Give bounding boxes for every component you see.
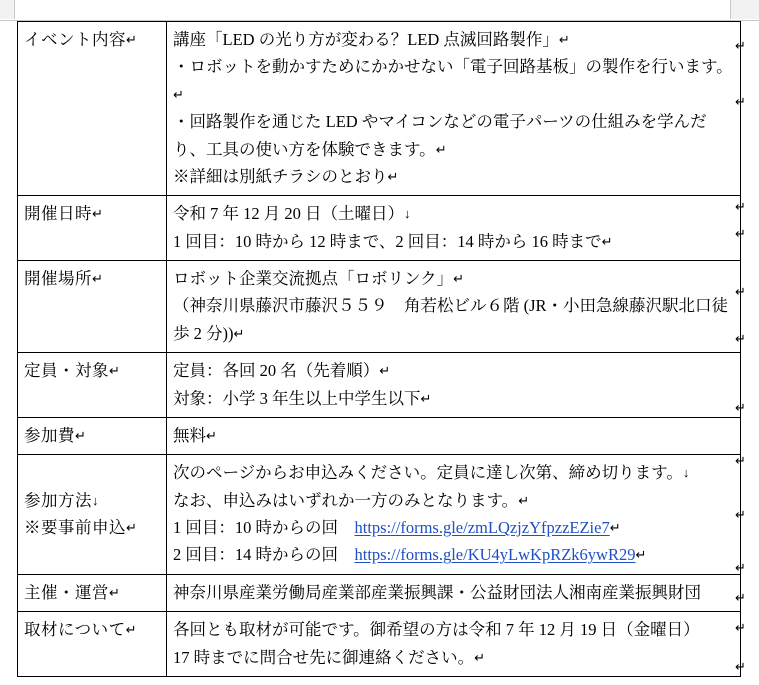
text-line: 次のページからお申込みください。定員に達し次第、締め切ります。↓: [173, 463, 690, 483]
pilcrow-mark: ↵: [474, 649, 486, 665]
row-label-fee: [18, 417, 167, 454]
text-line: ・ロボットを動かすためにかかせない「電子回路基板」の製作を行います。↵: [173, 57, 733, 102]
row-label-text: 参加費: [24, 425, 75, 445]
pilcrow-mark: ↵: [206, 427, 217, 443]
text-line-with-link: 1 回目：10 時からの回 https://forms.gle/zmLQzjzYfpzzEZie7↵: [173, 518, 621, 537]
margin-mark: ↵: [735, 226, 746, 241]
pilcrow-mark: ↵: [92, 271, 104, 286]
pilcrow-mark: ↵: [387, 168, 399, 184]
margin-mark: ↵: [735, 659, 746, 674]
row-value-press: [167, 612, 741, 677]
margin-mark: ↵: [735, 94, 746, 109]
pilcrow-mark: ↵: [75, 427, 87, 443]
row-label-text-secondary: ※要事前申込↵: [24, 518, 138, 537]
row-value-how-to-apply: [167, 455, 741, 575]
margin-mark: ↵: [735, 400, 746, 415]
pilcrow-mark: ↵: [173, 86, 184, 102]
table-row: [18, 353, 741, 418]
row-value-venue: [167, 261, 741, 353]
pilcrow-mark: ↵: [92, 206, 104, 222]
table-row: [18, 612, 741, 677]
row-label-press: [18, 612, 167, 677]
row-label-venue: [18, 261, 167, 353]
pilcrow-mark: ↵: [126, 520, 138, 535]
text-line: 講座「LED の光り方が変わる？LED 点滅回路製作」↵: [173, 30, 570, 49]
pilcrow-mark: ↵: [635, 547, 647, 563]
text-line: ※詳細は別紙チラシのとおり↵: [173, 166, 399, 186]
text-line: 定員：各回 20 名（先着順）↵: [173, 361, 391, 381]
pilcrow-mark: ↵: [601, 233, 613, 249]
row-label-text: イベント内容: [24, 30, 126, 49]
application-link-session-1[interactable]: https://forms.gle/zmLQzjzYfpzzEZie7: [354, 518, 610, 537]
soft-return-mark: ↓: [92, 492, 99, 508]
margin-mark: ↵: [735, 590, 746, 605]
page-top-margin: [0, 0, 759, 21]
pilcrow-mark: ↵: [233, 325, 245, 341]
text-line: （神奈川県藤沢市藤沢５５９ 角若松ビル６階 (JR・小田急線藤沢駅北口徒歩 2 分))↵: [173, 296, 729, 343]
text-line: 対象：小学 3 年生以上中学生以下↵: [173, 388, 432, 408]
row-label-how-to-apply: [18, 455, 167, 575]
row-label-text: 定員・対象: [24, 361, 109, 381]
text-line: なお、申込みはいずれか一方のみとなります。↵: [173, 490, 530, 510]
row-label-text: 開催場所: [24, 269, 92, 288]
row-label-capacity-target: [18, 353, 167, 418]
row-label-datetime: [18, 196, 167, 261]
text-line-with-link: 2 回目：14 時からの回 https://forms.gle/KU4yLwKpRZk6ywR29↵: [173, 545, 647, 565]
margin-mark: ↵: [735, 284, 746, 299]
row-value-event-content: [167, 22, 741, 196]
text-line: 神奈川県産業労働局産業部産業振興課・公益財団法人湘南産業振興財団: [173, 582, 701, 602]
text-line: 令和 7 年 12 月 20 日（土曜日）↓: [173, 204, 411, 224]
pilcrow-mark: ↵: [453, 271, 465, 286]
margin-mark: ↵: [735, 620, 746, 635]
pilcrow-mark: ↵: [126, 32, 138, 47]
row-value-organizer: [167, 574, 741, 611]
row-value-datetime: [167, 196, 741, 261]
text-line: 無料↵: [173, 425, 217, 445]
row-label-text: 主催・運営: [24, 582, 109, 602]
row-label-event-content: [18, 22, 167, 196]
margin-mark: ↵: [735, 331, 746, 346]
right-gutter: [730, 0, 759, 19]
text-line: ロボット企業交流拠点「ロボリンク」↵: [173, 269, 465, 288]
text-line: 1 回目：10 時から 12 時まで、2 回目：14 時から 16 時まで↵: [173, 231, 613, 251]
row-value-capacity-target: [167, 353, 741, 418]
left-gutter: [0, 0, 15, 19]
event-details-table: [17, 21, 741, 677]
table-row: [18, 455, 741, 575]
text-line: ・回路製作を通じた LED やマイコンなどの電子パーツの仕組みを学んだり、工具の使い方を体験できます。↵: [173, 112, 707, 159]
row-label-text: 開催日時: [24, 204, 92, 224]
text-line: 17 時までに問合せ先に御連絡ください。↵: [173, 647, 486, 667]
pilcrow-mark: ↵: [109, 584, 121, 600]
margin-mark: ↵: [735, 507, 746, 522]
application-link-session-2[interactable]: https://forms.gle/KU4yLwKpRZk6ywR29: [354, 545, 636, 565]
row-label-organizer: [18, 574, 167, 611]
pilcrow-mark: ↵: [109, 363, 121, 379]
margin-mark: ↵: [735, 199, 746, 214]
margin-mark: ↵: [735, 560, 746, 575]
soft-return-mark: ↓: [682, 465, 690, 481]
margin-mark: ↵: [735, 453, 746, 468]
pilcrow-mark: ↵: [558, 32, 570, 47]
pilcrow-mark: ↵: [125, 622, 138, 638]
row-label-text: 参加方法↓: [24, 490, 99, 510]
pilcrow-mark: ↵: [420, 390, 432, 406]
table-row: [18, 574, 741, 611]
table-row: [18, 261, 741, 353]
soft-return-mark: ↓: [404, 206, 411, 222]
table-row: [18, 196, 741, 261]
pilcrow-mark: ↵: [435, 141, 447, 157]
pilcrow-mark: ↵: [379, 363, 391, 379]
table-row: [18, 417, 741, 454]
text-line: 各回とも取材が可能です。御希望の方は令和 7 年 12 月 19 日（金曜日）: [173, 620, 700, 640]
row-value-fee: [167, 417, 741, 454]
margin-mark: ↵: [735, 38, 746, 53]
pilcrow-mark: ↵: [609, 520, 621, 535]
table-row: [18, 22, 741, 196]
row-label-text: 取材について: [24, 620, 126, 640]
pilcrow-mark: ↵: [518, 492, 530, 508]
